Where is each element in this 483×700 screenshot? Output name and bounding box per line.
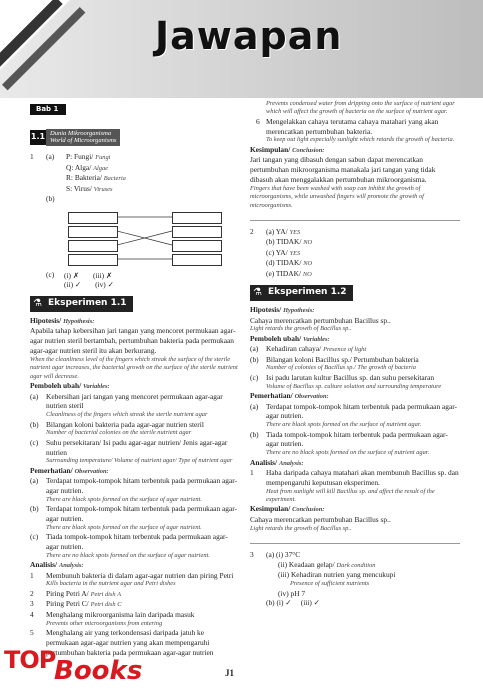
observation-item: (b) Tiada tompok-tompok hitam terbentuk pada permukaan agar-agar nutrien. There are no black spots formed on the surface of nutrient agar. xyxy=(250,429,448,457)
q1-num: 1 xyxy=(30,151,34,161)
analysis-item: 3 Piring Petri C/ Petri dish C xyxy=(30,599,122,609)
q1-item: Q: Alga/ Algae xyxy=(66,162,109,172)
observation-label: Pemerhatian/ xyxy=(30,465,73,475)
flask-icon: ⚗ xyxy=(33,298,42,310)
topic-title-ms: Dunia Mikroorganisma xyxy=(50,130,112,138)
chapter-badge: Bab 1 xyxy=(30,104,66,115)
topbooks-watermark-logo: TOP Books xyxy=(4,646,143,686)
variable-item: (a) Kebersihan jari tangan yang mencoret permukaan agar-agar nutrien steril Cleanliness of the fingers which streak the sterile nutrient agar xyxy=(30,391,223,419)
analysis-item: 4 Menghalang mikroorganisma lain daripada masuk Prevents other microorganisms from entering xyxy=(30,609,195,627)
observation-item: (a) Terdapat tompok-tompok hitam terbentuk pada permukaan agar-agar nutrien. There are black spots formed on the surface of agar nutrient. xyxy=(30,476,238,503)
analysis-item: 5 Menghalang air yang terkondensasi daripada jatuh ke permukaan agar-agar nutrien yang akan mempengaruhi pertumbuhan bakteria pada permukaan agar-agar nutrien xyxy=(30,627,214,657)
question-2: 2 (a) YA/ YES (b) TIDAK/ NO (c) YA/ YES (d) TIDAK/ NO (e) TIDAK/ NO xyxy=(250,227,313,278)
q1-item: S: Virus/ Viruses xyxy=(66,183,113,193)
analysis-item: 1 Haba daripada cahaya matahari akan membunuh Bacillus sp. dan mempengaruhi keputusan eksperimen. Heat from sunlight will kill Bacillus sp. and affect the result of the experiment. xyxy=(250,468,459,504)
variable-item: (b) Bilangan koloni bakteria pada agar-agar nutrien steril Number of bacterial colonies on the sterile nutrient agar xyxy=(30,419,204,437)
observation-item: (b) Terdapat tompok-tompok hitam terbentuk pada permukaan agar-agar nutrien. There are black spots formed on the surface of agar nutrient. xyxy=(30,504,238,531)
hypothesis-text: Cahaya merencatkan pertumbuhan Bacillus sp.. xyxy=(250,315,391,325)
analysis-5-en: Prevents condensed water from dripping onto the surface of nutrient agar which will affect the growth of bacteria on the surface of nutrient agar. xyxy=(266,100,455,116)
q1-c: (c) xyxy=(46,269,55,279)
conclusion-text-en: Fingers that have been washed with soap can inhibit the growth of microorganisms, while unwashed fingers will promote the growth of microorganisms. xyxy=(250,184,424,209)
left-column: Bab 1 1.1 Dunia Mikroorganisma World of Microorganisms 1 (a) P: Fungi/ Fungi Q: Alga/ Algae R: Bakteria/ Bacteria S: Virus/ Viruses (b) (c) (i) ✗ (iii) ✗ (ii) ✓ (iv) ✓ ⚗ Eksperimen 1.1 Hipotesis/ Hypothesis: Apabila tahap kebersihan jari tangan yang mencoret permukaan agar-agar nutrien steril bertambah, pertumbuhan bakteria pada permukaan agar-agar nutrien steril itu akan berkurang. When the cleanliness level of the fingers which streak the surface of the sterile nutrient agar increases, the bacterial growth on the surface of the sterile nutrient agar will decrease. Pemboleh ubah/ Variables: (a) Kebersihan jari tangan yang mencoret permukaan agar-agar nutrien steril Cleanliness of the fingers which streak the sterile nutrient agar (b) Bilangan koloni bakteria pada agar-agar nutrien steril Number of bacterial colonies on the sterile nutrient agar (c) Suhu persekitaran/ Isi padu agar-agar nutrien/ Jenis agar-agar nutrien Surrounding temperature/ Volume of nutrient agar/ Type of nutrient agar Pemerhatian/ Observation: (a) Terdapat tompok-tompok hitam terbentuk pada permukaan agar-agar nutrien. There are black spots formed on the surface of agar nutrient. (b) Terdapat tompok-tompok hitam terbentuk pada permukaan agar-agar nutrien. There are black spots formed on the surface of agar nutrient. (c) Tiada tompok-tompok hitam terbentuk pada permukaan agar-agar nutrien. There are no black spots formed on the surface of agar nutrient. Analisis/ Analysis: 1 Membunuh bakteria di dalam agar-agar nutrien dan piring Petri Kills bacteria in the nutrient agar and Petri dishes 2 Piring Petri A/ Petri dish A 3 Piring Petri C/ Petri dish C 4 Menghalang mikroorganisma lain daripada masuk Prevents other microorganisms from entering 5 Menghalang air yang terkondensasi daripada jatuh ke permukaan agar-agar nutrien yang akan mempengaruhi pertumbuhan bakteria pada permukaan agar-agar nutrien xyxy=(30,100,238,657)
experiment-1-1-header: ⚗ Eksperimen 1.1 xyxy=(30,296,133,312)
answer-mark: (iii) ✗ xyxy=(93,270,113,280)
hypothesis-label: Hipotesis/ xyxy=(30,316,62,326)
topic-box xyxy=(46,129,120,145)
right-column: Prevents condensed water from dripping onto the surface of nutrient agar which will affect the growth of bacteria on the surface of nutrient agar. 6 Mengelakkan cahaya terutama cahaya matahari yang akan merencatkan pertumbuhan bakteria. To keep out light especially sunlight which retards the growth of bacteria. Kesimpulan/ Conclusion: Jari tangan yang dibasuh dengan sabun dapat merencatkan pertumbuhan mikroorganisma manakala jari tangan yang tidak dibasuh akan menggalakkan pertumbuhan mikroorganisma. Fingers that have been washed with soap can inhibit the growth of microorganisms, while unwashed fingers will promote the growth of microorganisms. 2 (a) YA/ YES (b) TIDAK/ NO (c) YA/ YES (d) TIDAK/ NO (e) TIDAK/ NO ⚗ Eksperimen 1.2 Hipotesis/ Hypothesis: Cahaya merencatkan pertumbuhan Bacillus sp.. Light retards the growth of Bacillus sp.. Pemboleh ubah/ Variables: (a) Kehadiran cahaya/ Presence of light (b) Bilangan koloni Bacillus sp./ Pertumbuhan bakteria Number of colonies of Bacillus sp./ The growth of bacteria (c) Isi padu larutan kultur Bacillus sp. dan suhu persekitaran Volume of Bacillus sp. culture solution and surrounding temperature Pemerhatian/ Observation: (a) Terdapat tompok-tompok hitam terbentuk pada permukaan agar-agar nutrien. There are black spots formed on the surface of nutrient agar. (b) Tiada tompok-tompok hitam terbentuk pada permukaan agar-agar nutrien. There are no black spots formed on the surface of nutrient agar. Analisis/ Analysis: 1 Haba daripada cahaya matahari akan membunuh Bacillus sp. dan mempengaruhi keputusan eksperimen. Heat from sunlight will kill Bacillus sp. and affect the result of the experiment. Kesimpulan/ Conclusion: Cahaya merencatkan pertumbuhan Bacillus sp.. Light retards the growth of Bacillus sp.. 3 (a) (i) 37°C (ii) Keadaan gelap/ Dark condition (iii) Kehadiran nutrien yang mencukupi Presence of sufficient nutrients (iv) pH 7 (b) (i) ✓ (iii) ✓ xyxy=(250,100,459,608)
answer-mark: (iv) ✓ xyxy=(95,280,114,290)
matching-diagram xyxy=(54,208,254,266)
q1-b: (b) xyxy=(46,194,55,204)
conclusion-text-en: Light retards the growth of Bacillus sp.. xyxy=(250,524,352,532)
q1-item: R: Bakteria/ Bacteria xyxy=(66,173,126,183)
hypothesis-text-en: Light retards the growth of Bacillus sp.. xyxy=(250,325,352,333)
topic-title-en: World of Microorganisms xyxy=(50,137,117,145)
answer-mark: (i) ✗ xyxy=(64,270,80,280)
question-1 xyxy=(30,152,238,291)
header-banner xyxy=(0,0,483,98)
flask-icon: ⚗ xyxy=(253,287,262,299)
stripe-decoration xyxy=(0,0,120,98)
topic-number: 1.1 xyxy=(30,130,46,145)
topic-header xyxy=(30,129,238,145)
observation-item: (c) Tiada tompok-tompok hitam terbentuk pada permukaan agar-agar nutrien. There are no black spots formed on the surface of agar nutrient. xyxy=(30,532,228,559)
conclusion-text: Cahaya merencatkan pertumbuhan Bacillus sp.. xyxy=(250,514,391,524)
page-number: J1 xyxy=(225,668,234,678)
analysis-item: 1 Membunuh bakteria di dalam agar-agar nutrien dan piring Petri Kills bacteria in the nutrient agar and Petri dishes xyxy=(30,570,234,588)
page-title: Jawapan xyxy=(155,14,343,58)
variables-label: Pemboleh ubah/ xyxy=(30,381,82,391)
experiment-1-2-header: ⚗ Eksperimen 1.2 xyxy=(250,285,353,301)
analysis-item: 6 Mengelakkan cahaya terutama cahaya matahari yang akan merencatkan pertumbuhan bakteria. To keep out light especially sunlight which retards the growth of bacteria. xyxy=(256,116,455,144)
conclusion-label: Kesimpulan/ xyxy=(250,144,291,154)
question-3: 3 (a) (i) 37°C (ii) Keadaan gelap/ Dark condition (iii) Kehadiran nutrien yang mencukupi Presence of sufficient nutrients (iv) pH 7 (b) (i) ✓ (iii) ✓ xyxy=(250,550,396,608)
q1-item: P: Fungi/ Fungi xyxy=(66,152,111,162)
variable-item: (c) Isi padu larutan kultur Bacillus sp. dan suhu persekitaran Volume of Bacillus sp. culture solution and surrounding temperature xyxy=(250,372,442,390)
matching-lines xyxy=(54,208,254,268)
hypothesis-text: Apabila tahap kebersihan jari tangan yang mencoret permukaan agar-agar nutrien steril bertambah, pertumbuhan bakteria pada permukaan agar-agar nutrien steril itu akan berkurang. xyxy=(30,326,236,356)
variable-item: (a) Kehadiran cahaya/ Presence of light xyxy=(250,344,367,354)
variable-item: (b) Bilangan koloni Bacillus sp./ Pertumbuhan bakteria Number of colonies of Bacillus sp./ The growth of bacteria xyxy=(250,354,419,372)
analysis-label: Analisis/ xyxy=(30,560,58,570)
variable-item: (c) Suhu persekitaran/ Isi padu agar-agar nutrien/ Jenis agar-agar nutrien Surrounding temperature/ Volume of nutrient agar/ Type of nutrient agar xyxy=(30,437,233,465)
analysis-item: 2 Piring Petri A/ Petri dish A xyxy=(30,588,121,598)
q1-a: (a) xyxy=(46,151,55,161)
conclusion-text: Jari tangan yang dibasuh dengan sabun dapat merencatkan pertumbuhan mikroorganisma manakala jari tangan yang tidak dibasuh akan menggalakkan pertumbuhan mikroorganisma. xyxy=(250,155,436,184)
answer-mark: (ii) ✓ xyxy=(64,280,82,290)
observation-item: (a) Terdapat tompok-tompok hitam terbentuk pada permukaan agar-agar nutrien. There are black spots formed on the surface of nutrient agar. xyxy=(250,401,458,429)
hypothesis-text-en: When the cleanliness level of the fingers which streak the surface of the sterile nutrient agar increases, the bacterial growth on the surface of the sterile nutrient agar will decrease. xyxy=(30,355,238,380)
